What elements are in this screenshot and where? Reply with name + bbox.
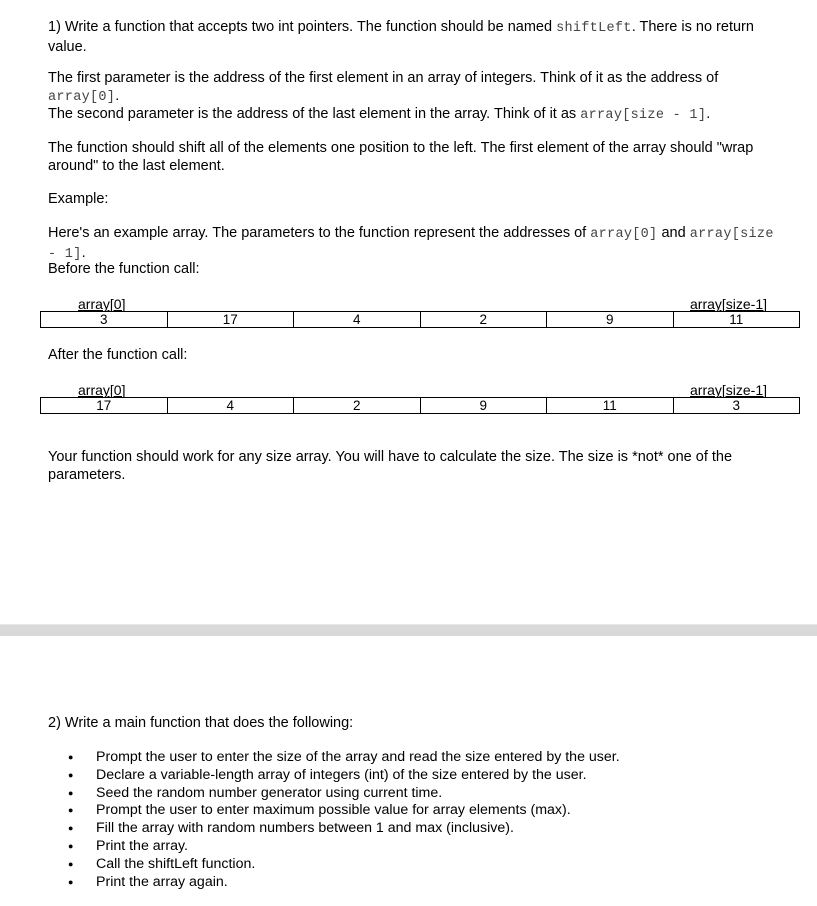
before-array (40, 311, 800, 328)
list-item: ● Print the array again. (96, 874, 776, 892)
array-cell: 4 (294, 311, 421, 328)
after-first-label: array[0] (78, 382, 126, 398)
param2-end: . (706, 106, 711, 122)
example-end: . (81, 245, 86, 261)
example-description (48, 224, 778, 264)
list-item: ● Declare a variable-length array of integers (int) of the size entered by the user. (96, 767, 776, 785)
list-item: ● Seed the random number generator using current time. (96, 785, 776, 803)
after-label: After the function call: (48, 347, 188, 363)
array-cell: 11 (547, 397, 674, 414)
example-code-first: array[0] (590, 227, 658, 242)
array-cell: 3 (674, 397, 801, 414)
array-cell: 17 (40, 397, 168, 414)
size-note: Your function should work for any size array. You will have to calculate the size. The size is *not* one of the parameters. (48, 449, 733, 483)
param2-description (48, 105, 778, 125)
param2-text: The second parameter is the address of the last element in the array. Think of it as (48, 106, 581, 122)
list-item: ● Call the shiftLeft function. (96, 856, 776, 874)
param1-description (48, 69, 778, 107)
before-label: Before the function call: (48, 261, 200, 277)
example-label: Example: (48, 191, 109, 207)
q2-steps-list (56, 749, 776, 891)
array-cell: 9 (547, 311, 674, 328)
list-item: ● Prompt the user to enter maximum possible value for array elements (max). (96, 802, 776, 820)
example-code-last: array[size - 1] (48, 227, 774, 262)
after-array (40, 397, 800, 414)
array-cell: 11 (674, 311, 801, 328)
q1-intro-text-end: . There is no return value. (48, 19, 754, 55)
before-last-label: array[size-1] (690, 296, 768, 312)
function-name: shiftLeft (556, 21, 632, 36)
list-item: ● Print the array. (96, 838, 776, 856)
page-2 (0, 636, 817, 906)
param1-end: . (115, 88, 120, 104)
q2-intro: 2) Write a main function that does the following: (48, 715, 354, 731)
q1-intro-text: 1) Write a function that accepts two int pointers. The function should be named (48, 19, 557, 35)
array-cell: 3 (40, 311, 168, 328)
param1-code: array[0] (48, 90, 116, 105)
q1-intro (48, 18, 778, 56)
example-text: Here's an example array. The parameters to the function represent the addresses of (48, 225, 591, 241)
list-item: ● Prompt the user to enter the size of the array and read the size entered by the user. (96, 749, 776, 767)
example-and: and (657, 225, 690, 241)
list-item: ● Fill the array with random numbers between 1 and max (inclusive). (96, 820, 776, 838)
before-first-label: array[0] (78, 296, 126, 312)
param1-text: The first parameter is the address of the first element in an array of integers. Think of it as the address of (48, 70, 719, 86)
array-cell: 17 (168, 311, 295, 328)
param2-code: array[size - 1] (580, 108, 707, 123)
array-cell: 4 (168, 397, 295, 414)
array-cell: 2 (294, 397, 421, 414)
after-last-label: array[size-1] (690, 382, 768, 398)
array-cell: 2 (421, 311, 548, 328)
array-cell: 9 (421, 397, 548, 414)
shift-description: The function should shift all of the elements one position to the left. The first element of the array should "wrap around" to the last element. (48, 140, 754, 174)
